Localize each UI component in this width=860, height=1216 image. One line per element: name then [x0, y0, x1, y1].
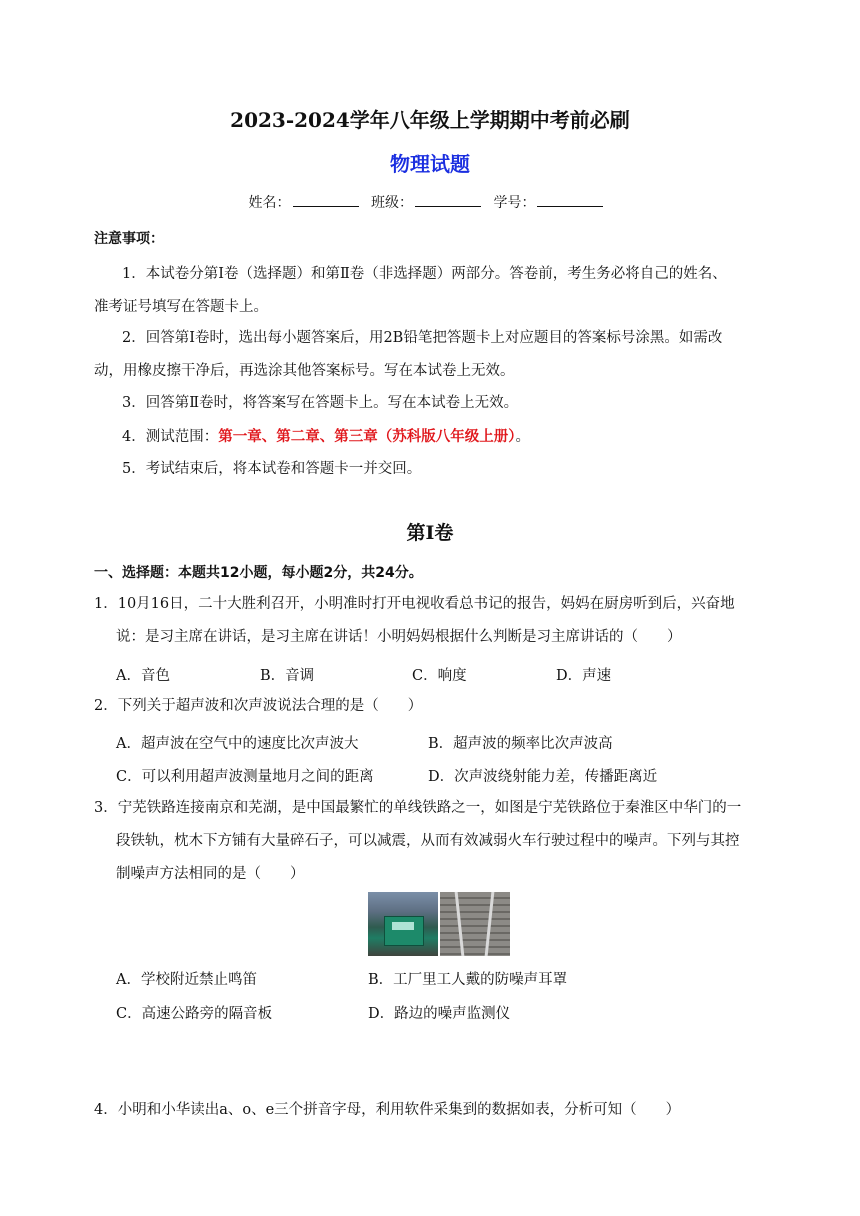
notice-heading: 注意事项： [94, 231, 164, 247]
q3-option-a[interactable]: A．学校附近禁止鸣笛 [116, 972, 257, 988]
q1-option-a[interactable]: A．音色 [116, 668, 170, 684]
name-label: 姓名： [248, 195, 291, 211]
exam-subtitle: 物理试题 [390, 152, 470, 176]
id-label: 学号： [493, 195, 536, 211]
id-blank[interactable] [537, 194, 603, 207]
exam-title: 2023-2024学年八年级上学期期中考前必刷 [230, 108, 630, 132]
notice-item-3: 3．回答第Ⅱ卷时，将答案写在答题卡上。写在本试卷上无效。 [122, 395, 519, 411]
q2-option-a[interactable]: A．超声波在空气中的速度比次声波大 [116, 736, 359, 752]
notice-item-4: 4．测试范围：第一章、第二章、第三章（苏科版八年级上册）。 [122, 428, 530, 445]
notice-item-1: 1．本试卷分第Ⅰ卷（选择题）和第Ⅱ卷（非选择题）两部分。答卷前，考生务必将自己的姓名、 准考证号填写在答题卡上。 [94, 266, 727, 315]
question-1: 1．10月16日，二十大胜利召开，小明准时打开电视收看总书记的报告，妈妈在厨房听到后，兴奋地 说：是习主席在讲话，是习主席在讲话！小明妈妈根据什么判断是习主席讲话的（ ） [94, 596, 735, 645]
q2-option-d[interactable]: D．次声波绕射能力差，传播距离近 [428, 769, 658, 785]
q1-option-c[interactable]: C．响度 [412, 668, 467, 684]
question-4: 4．小明和小华读出a、o、e三个拼音字母，利用软件采集到的数据如表，分析可知（ ） [94, 1102, 681, 1118]
q3-option-c[interactable]: C．高速公路旁的隔音板 [116, 1006, 273, 1022]
q2-option-b[interactable]: B．超声波的频率比次声波高 [428, 736, 613, 752]
question-2: 2．下列关于超声波和次声波说法合理的是（ ） [94, 698, 423, 714]
section-title: 一、选择题：本题共12小题，每小题2分，共24分。 [94, 565, 423, 581]
name-blank[interactable] [293, 194, 359, 207]
train-photo [368, 892, 438, 956]
q2-option-c[interactable]: C．可以利用超声波测量地月之间的距离 [116, 769, 374, 785]
student-info-row [0, 192, 860, 212]
test-scope: 第一章、第二章、第三章（苏科版八年级上册） [218, 428, 516, 445]
q1-option-d[interactable]: D．声速 [556, 668, 612, 684]
q3-option-d[interactable]: D．路边的噪声监测仪 [368, 1006, 511, 1022]
notice-item-2: 2．回答第Ⅰ卷时，选出每小题答案后，用2B铅笔把答题卡上对应题目的答案标号涂黑。如需改 动，用橡皮擦干净后，再选涂其他答案标号。写在本试卷上无效。 [94, 330, 723, 379]
q3-option-b[interactable]: B．工厂里工人戴的防噪声耳罩 [368, 972, 568, 988]
volume-title: 第Ⅰ卷 [406, 522, 454, 544]
notice-item-5: 5．考试结束后，将本试卷和答题卡一并交回。 [122, 461, 422, 477]
q1-option-b[interactable]: B．音调 [260, 668, 315, 684]
class-label: 班级： [371, 195, 413, 211]
railway-track-photo [440, 892, 510, 956]
question-3: 3．宁芜铁路连接南京和芜湖，是中国最繁忙的单线铁路之一，如图是宁芜铁路位于秦淮区中华门的一 段铁轨，枕木下方铺有大量碎石子，可以减震，从而有效减弱火车行驶过程中的噪声。下列与其控 制噪声方法相同的是（ ） [94, 800, 742, 882]
class-blank[interactable] [415, 194, 481, 207]
